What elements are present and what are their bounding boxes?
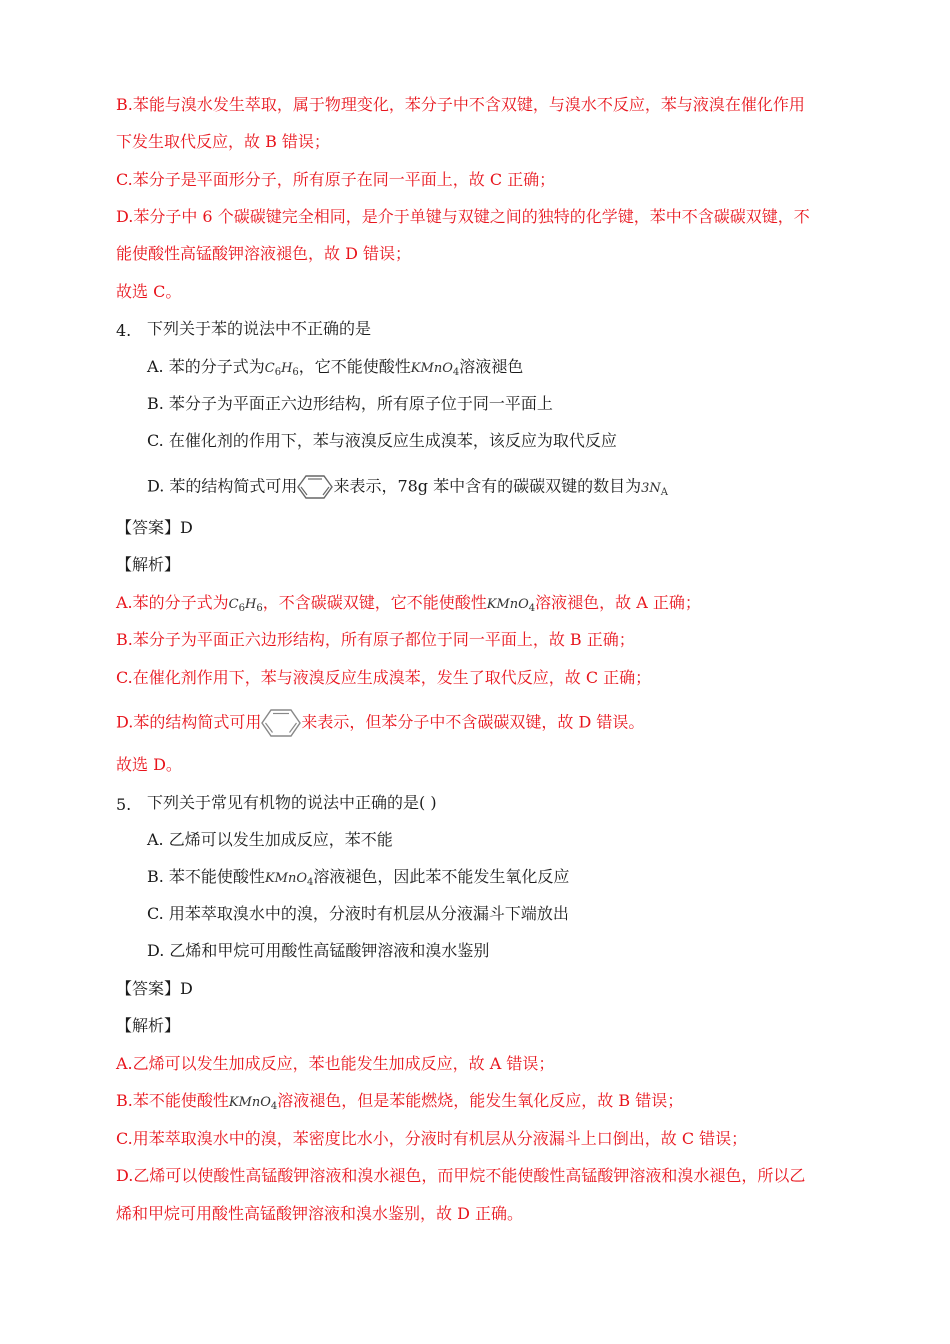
question-number: 5. <box>116 795 132 814</box>
explanation-a: A.乙烯可以发生加成反应，苯也能发生加成反应，故 A 错误； <box>116 1054 555 1073</box>
analysis-label: 【解析】 <box>116 1016 181 1035</box>
benzene-kekule-icon <box>297 474 333 500</box>
option-d: D. 乙烯和甲烷可用酸性高锰酸钾溶液和溴水鉴别 <box>147 941 490 960</box>
explanation-d-line1: D.乙烯可以使酸性高锰酸钾溶液和溴水褪色，而甲烷不能使酸性高锰酸钾溶液和溴水褪色，所以乙 <box>116 1166 806 1185</box>
explanation-c: C.用苯萃取溴水中的溴，苯密度比水小，分液时有机层从分液漏斗上口倒出，故 C 错误； <box>116 1129 748 1148</box>
explanation-c: C.苯分子是平面形分子，所有原子在同一平面上，故 C 正确； <box>116 170 556 189</box>
option-b: B. 苯不能使酸性KMnO$_4$溶液褪色，因此苯不能发生氧化反应 <box>147 867 570 888</box>
explanation-c: C.在催化剂作用下，苯与液溴反应生成溴苯，发生了取代反应，故 C 正确； <box>116 668 652 687</box>
question-number: 4. <box>116 321 132 340</box>
question-stem: 下列关于苯的说法中不正确的是 <box>147 319 372 338</box>
option-c: C. 在催化剂的作用下，苯与液溴反应生成溴苯，该反应为取代反应 <box>147 431 617 450</box>
explanation-d-line2: 烯和甲烷可用酸性高锰酸钾溶液和溴水鉴别，故 D 正确。 <box>116 1204 524 1223</box>
answer-label: 【答案】D <box>116 979 193 998</box>
benzene-kekule-icon <box>261 708 301 738</box>
explanation-b: B.苯分子为平面正六边形结构，所有原子都位于同一平面上，故 B 正确； <box>116 630 635 649</box>
option-c: C. 用苯萃取溴水中的溴，分液时有机层从分液漏斗下端放出 <box>147 904 569 923</box>
explanation-b-line1: B.苯能与溴水发生萃取，属于物理变化，苯分子中不含双键，与溴水不反应，苯与液溴在催化作用 <box>116 95 805 114</box>
answer-label: 【答案】D <box>116 518 193 537</box>
explanation-b-line2: 下发生取代反应，故 B 错误； <box>116 132 330 151</box>
conclusion: 故选 C。 <box>116 282 182 301</box>
analysis-label: 【解析】 <box>116 555 181 574</box>
explanation-b: B.苯不能使酸性KMnO$_4$溶液褪色，但是苯能燃烧，能发生氧化反应，故 B 错误； <box>116 1091 684 1112</box>
explanation-d-line1: D.苯分子中 6 个碳碳键完全相同，是介于单键与双键之间的独特的化学键，苯中不含碳碳双键，不 <box>116 207 810 226</box>
explanation-a: A.苯的分子式为$C_6H_6$，不含碳碳双键，它不能使酸性KMnO$_4$溶液褪色，故 A 正确； <box>116 593 701 614</box>
option-d: D. 苯的结构简式可用 来表示，78g 苯中含有的碳碳双键的数目为$3N_A$ <box>147 474 668 504</box>
explanation-d: D.苯的结构简式可用 来表示，但苯分子中不含碳碳双键，故 D 错误。 <box>116 708 644 738</box>
option-b: B. 苯分子为平面正六边形结构，所有原子位于同一平面上 <box>147 394 553 413</box>
conclusion: 故选 D。 <box>116 755 182 774</box>
explanation-d-line2: 能使酸性高锰酸钾溶液褪色，故 D 错误； <box>116 244 412 263</box>
option-a: A. 乙烯可以发生加成反应，苯不能 <box>147 830 393 849</box>
option-a: A. 苯的分子式为$C_6H_6$，它不能使酸性KMnO$_4$溶液褪色 <box>147 357 524 378</box>
question-stem: 下列关于常见有机物的说法中正确的是( ) <box>147 793 437 812</box>
